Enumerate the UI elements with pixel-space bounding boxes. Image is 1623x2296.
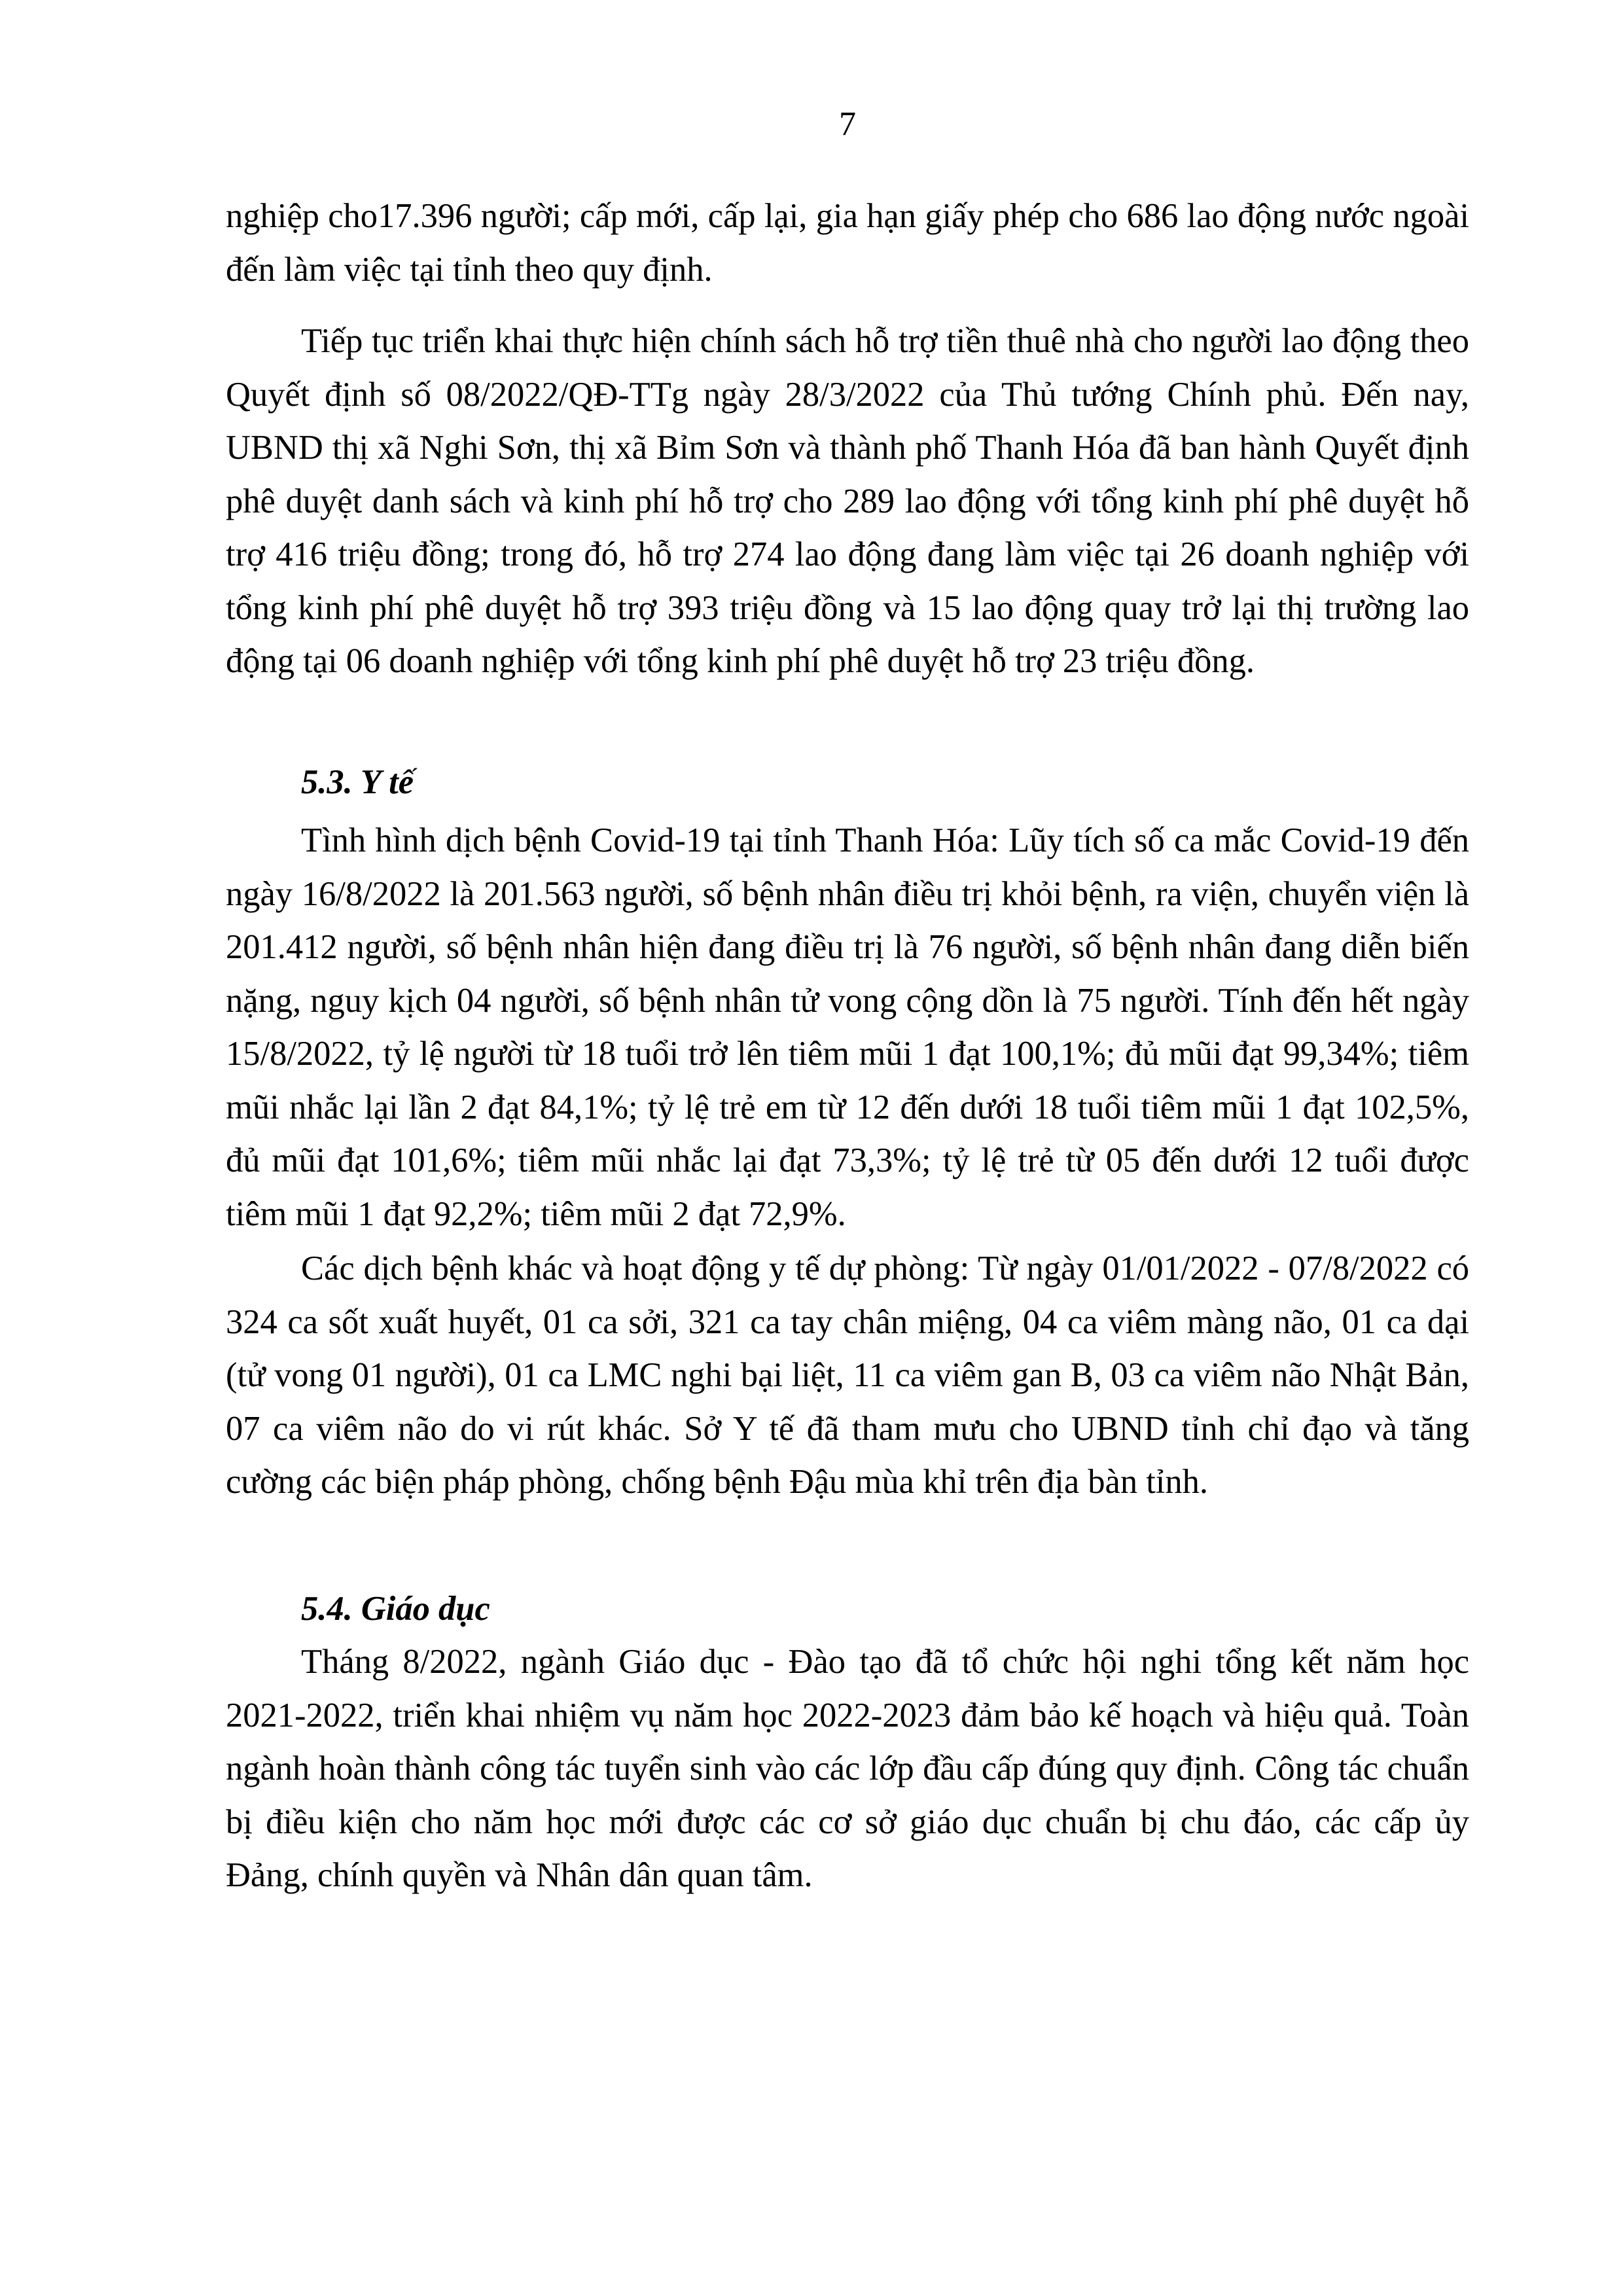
paragraph-housing-support: Tiếp tục triển khai thực hiện chính sách hỗ trợ tiền thuê nhà cho người lao động theo Quyết định số 08/2022/QĐ-TTg ngày 28/3/2022 của Thủ tướng Chính phủ. Đến nay, UBND thị xã Nghi Sơn, thị xã Bỉm Sơn và thành phố Thanh Hóa đã ban hành Quyết định phê duyệt danh sách và kinh phí hỗ trợ cho 289 lao động với tổng kinh phí phê duyệt hỗ trợ 416 triệu đồng; trong đó, hỗ trợ 274 lao động đang làm việc tại 26 doanh nghiệp với tổng kinh phí phê duyệt hỗ trợ 393 triệu đồng và 15 lao động quay trở lại thị trường lao động tại 06 doanh nghiệp với tổng kinh phí phê duyệt hỗ trợ 23 triệu đồng.: [226, 322, 1469, 680]
paragraph-labor-continued: nghiệp cho17.396 người; cấp mới, cấp lại, gia hạn giấy phép cho 686 lao động nước ngoài đến làm việc tại tỉnh theo quy định.: [226, 197, 1469, 289]
paragraph-education: Tháng 8/2022, ngành Giáo dục - Đào tạo đã tổ chức hội nghi tổng kết năm học 2021-2022, triển khai nhiệm vụ năm học 2022-2023 đảm bảo kế hoạch và hiệu quả. Toàn ngành hoàn thành công tác tuyển sinh vào các lớp đầu cấp đúng quy định. Công tác chuẩn bị điều kiện cho năm học mới được các cơ sở giáo dục chuẩn bị chu đáo, các cấp ủy Đảng, chính quyền và Nhân dân quan tâm.: [226, 1643, 1469, 1894]
paragraph-other-diseases: Các dịch bệnh khác và hoạt động y tế dự phòng: Từ ngày 01/01/2022 - 07/8/2022 có 324 ca sốt xuất huyết, 01 ca sởi, 321 ca tay chân miệng, 04 ca viêm màng não, 01 ca dại (tử vong 01 người), 01 ca LMC nghi bại liệt, 11 ca viêm gan B, 03 ca viêm não Nhật Bản, 07 ca viêm não do vi rút khác. Sở Y tế đã tham mưu cho UBND tỉnh chỉ đạo và tăng cường các biện pháp phòng, chống bệnh Đậu mùa khỉ trên địa bàn tỉnh.: [226, 1249, 1469, 1501]
section-heading-education: 5.4. Giáo dục: [301, 1589, 490, 1628]
section-heading-health: 5.3. Y tế: [301, 762, 414, 801]
document-body: [226, 190, 1469, 1903]
page-number: 7: [839, 105, 856, 143]
paragraph-covid-situation: Tình hình dịch bệnh Covid-19 tại tỉnh Thanh Hóa: Lũy tích số ca mắc Covid-19 đến ngày 16/8/2022 là 201.563 người, số bệnh nhân điều trị khỏi bệnh, ra viện, chuyển viện là 201.412 người, số bệnh nhân hiện đang điều trị là 76 người, số bệnh nhân đang diễn biến nặng, nguy kịch 04 người, số bệnh nhân tử vong cộng dồn là 75 người. Tính đến hết ngày 15/8/2022, tỷ lệ người từ 18 tuổi trở lên tiêm mũi 1 đạt 100,1%; đủ mũi đạt 99,34%; tiêm mũi nhắc lại lần 2 đạt 84,1%; tỷ lệ trẻ em từ 12 đến dưới 18 tuổi tiêm mũi 1 đạt 102,5%, đủ mũi đạt 101,6%; tiêm mũi nhắc lại đạt 73,3%; tỷ lệ trẻ từ 05 đến dưới 12 tuổi được tiêm mũi 1 đạt 92,2%; tiêm mũi 2 đạt 72,9%.: [226, 821, 1469, 1233]
